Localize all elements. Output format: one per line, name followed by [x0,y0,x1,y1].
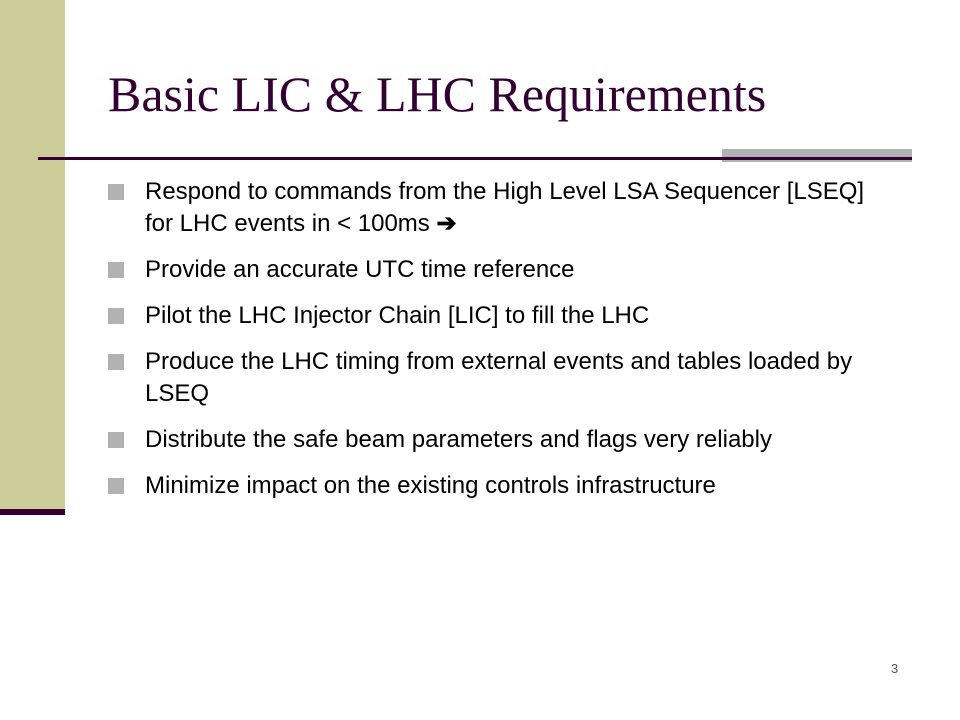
bullet-text: Provide an accurate UTC time reference [145,256,575,283]
square-bullet-icon [108,354,124,370]
square-bullet-icon [108,184,124,200]
bullet-item [108,424,888,456]
left-decorative-band [0,0,65,512]
left-band-underline [0,509,65,515]
slide-title: Basic LIC & LHC Requirements [108,66,767,122]
bullet-item [108,470,888,502]
square-bullet-icon [108,262,124,278]
bullet-item [108,346,888,410]
slide-number: 3 [891,661,899,676]
square-bullet-icon [108,308,124,324]
bullet-text: Respond to commands from the High Level LSA Sequencer [LSEQ] for LHC events in < 100ms [145,178,865,237]
bullet-item [108,176,888,240]
bullet-item [108,254,888,286]
bullet-text: Produce the LHC timing from external events and tables loaded by LSEQ [145,348,853,407]
title-rule [38,157,912,160]
bullet-text: Pilot the LHC Injector Chain [LIC] to fill the LHC [145,302,650,329]
square-bullet-icon [108,432,124,448]
bullet-text: Minimize impact on the existing controls infrastructure [145,472,716,499]
square-bullet-icon [108,478,124,494]
bullet-list [108,176,888,516]
right-arrow-icon: ➔ [436,210,457,237]
bullet-item [108,300,888,332]
bullet-text: Distribute the safe beam parameters and flags very reliably [145,426,772,453]
